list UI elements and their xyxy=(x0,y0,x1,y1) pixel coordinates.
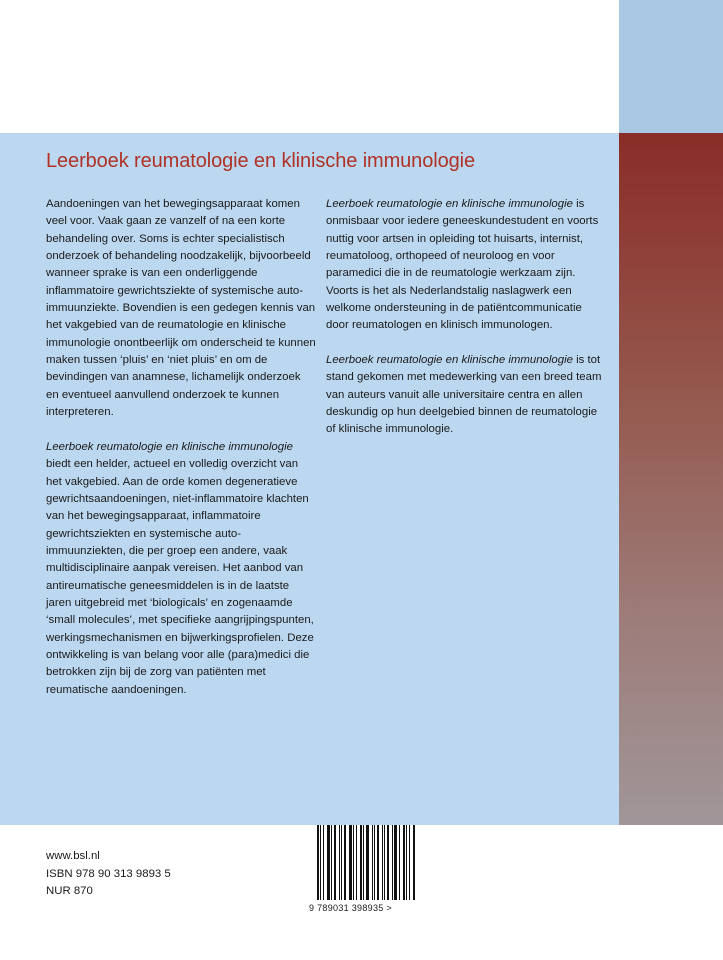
left-paragraph-1: Aandoeningen van het bewegingsapparaat komen veel voor. Vaak gaan ze vanzelf of na een korte behandeling over. Soms is echter specialistisch onderzoek of behandeling noodzakelijk, bijvoorbeeld wanneer sprake is van een onderliggende inflammatoire gewrichtsziekte of systemische auto-immuunziekte. Bovendien is een gedegen kennis van het vakgebied van de reumatologie en klinische immunologie onontbeerlijk om onderscheid te kunnen maken tussen ‘pluis’ en ‘niet pluis’ en om de bevindingen van anamnese, lichamelijk onderzoek en eventueel aanvullend onderzoek te kunnen interpreteren. xyxy=(46,198,316,419)
right-paragraph-1-text: is onmisbaar voor iedere geneeskundestudent en voorts nuttig voor artsen in opleiding tot huisarts, internist, reumatoloog, orthopeed of neuroloog en voor paramedici die in de reumatologie werkzaam zijn. Voorts is het als Nederlandstalig naslagwerk een welkome ondersteuning in de patiëntcommunicatie door reumatologen en klinisch immunologen. xyxy=(326,198,599,332)
left-paragraph-2-book-title: Leerboek reumatologie en klinische immunologie xyxy=(46,440,293,453)
left-column xyxy=(46,196,316,699)
right-column xyxy=(326,196,606,439)
right-paragraph-2-text: is tot stand gekomen met medewerking van een breed team van auteurs vanuit alle universitaire centra en allen deskundig op hun deelgebied binnen de reumatologie of klinische immunologie. xyxy=(326,354,602,436)
nur-code: NUR 870 xyxy=(46,885,93,897)
barcode-number: 9 789031 398935 > xyxy=(309,903,392,913)
book-title: Leerboek reumatologie en klinische immunologie xyxy=(46,150,475,172)
right-paragraph-2 xyxy=(326,352,606,439)
right-paragraph-1 xyxy=(326,196,606,335)
left-paragraph-2-text: biedt een helder, actueel en volledig overzicht van het vakgebied. Aan de orde komen degeneratieve gewrichtsaandoeningen, niet-inflammatoire klachten van het bewegingsapparaat, inflammatoire gewrichtsziekten en systemische auto-immuunziekten, die per groep een andere, vaak multidisciplinaire aanpak vereisen. Het aanbod van antireumatische geneesmiddelen is in de laatste jaren uitgebreid met ‘biologicals’ en zogenaamde ‘small molecules’, met specifieke aangrijpingspunten, werkingsmechanismen en bijwerkingsprofielen. Deze ontwikkeling is van belang voor alle (para)medici die betrokken zijn bij de zorg van patiënten met reumatische aandoeningen. xyxy=(46,458,314,696)
top-white-band xyxy=(0,0,723,133)
barcode xyxy=(317,825,419,900)
isbn-number: ISBN 978 90 313 9893 5 xyxy=(46,867,171,880)
right-paragraph-2-book-title: Leerboek reumatologie en klinische immunologie xyxy=(326,354,573,367)
website-url: www.bsl.nl xyxy=(46,850,100,862)
side-gradient-stripe xyxy=(619,133,723,825)
right-paragraph-1-book-title: Leerboek reumatologie en klinische immunologie xyxy=(326,198,573,210)
top-right-blue-stripe xyxy=(619,0,723,133)
publisher-info xyxy=(46,848,171,901)
left-paragraph-2 xyxy=(46,439,316,699)
